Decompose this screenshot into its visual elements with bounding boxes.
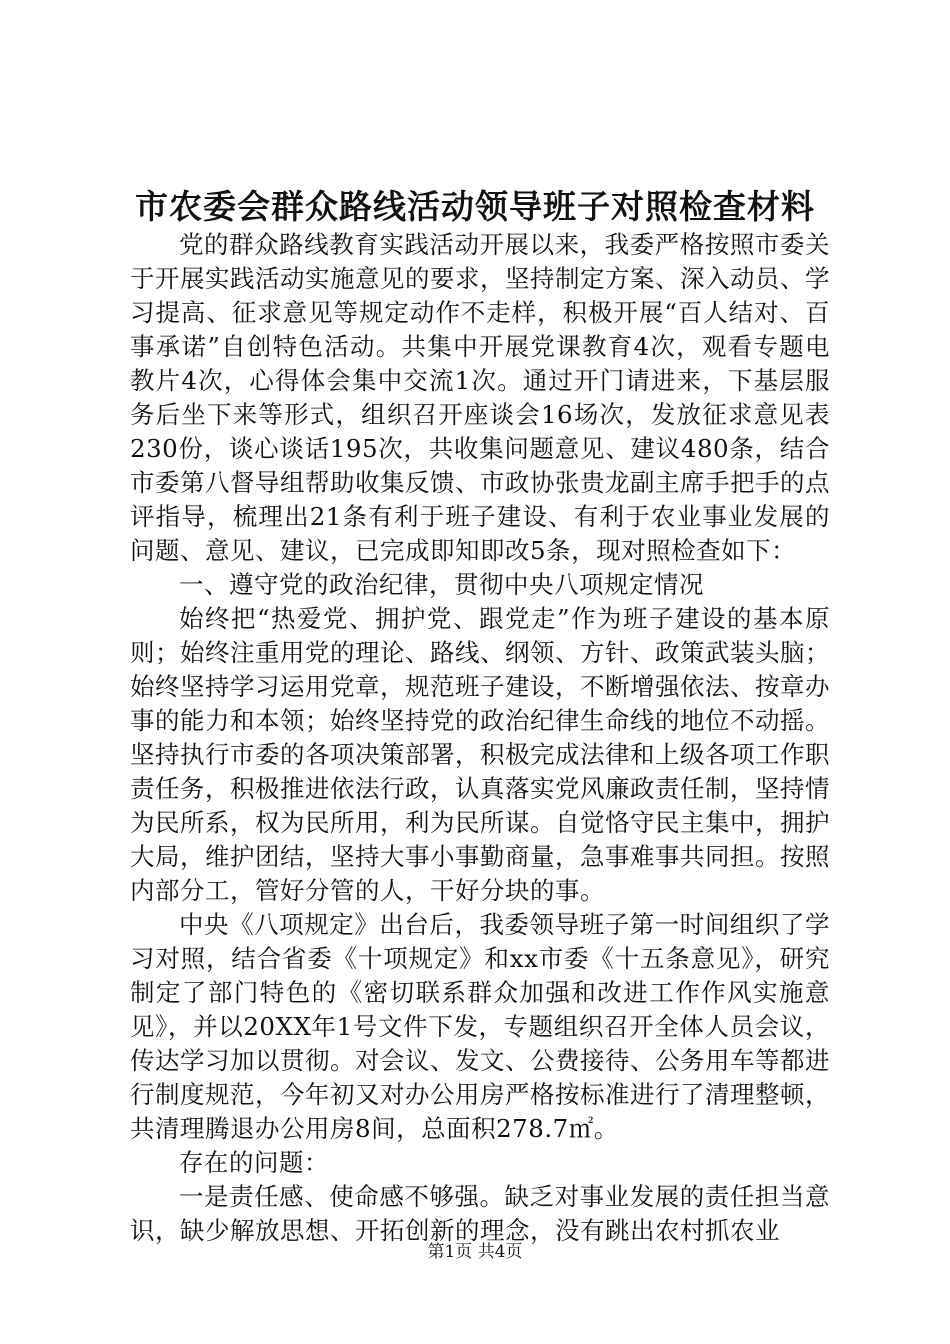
paragraph-eight-rules: 中央《八项规定》出台后，我委领导班子第一时间组织了学习对照，结合省委《十项规定》和xx市委《十五条意见》，研究制定了部门特色的《密切联系群众加强和改进工作作风实施意见》，并以20XX年1号文件下发，专题组织召开全体人员会议，传达学习加以贯彻。对会议、发文、公费接待、公务用车等都进行制度规范，今年初又对办公用房严格按标准进行了清理整顿，共清理腾退办公用房8间，总面积278.7㎡。 (130, 910, 830, 1143)
paragraph-discipline: 始终把“热爱党、拥护党、跟党走”作为班子建设的基本原则；始终注重用党的理论、路线、纲领、方针、政策武装头脑；始终坚持学习运用党章，规范班子建设，不断增强依法、按章办事的能力和本领；始终坚持党的政治纪律生命线的地位不动摇。坚持执行市委的各项决策部署，积极完成法律和上级各项工作职责任务，积极推进依法行政，认真落实党风廉政责任制，坚持情为民所系，权为民所用，利为民所谋。自觉恪守民主集中，拥护大局，维护团结，坚持大事小事勤商量，急事难事共同担。按照内部分工，管好分管的人，干好分块的事。 (130, 604, 830, 905)
document-title: 市农委会群众路线活动领导班子对照检查材料 (135, 187, 815, 226)
paragraph-problem-1: 一是责任感、使命感不够强。缺乏对事业发展的责任担当意识，缺少解放思想、开拓创新的理念，没有跳出农村抓农业 (130, 1182, 830, 1245)
page-footer: 第1页 共4页 (427, 1242, 523, 1262)
paragraph-intro: 党的群众路线教育实践活动开展以来，我委严格按照市委关于开展实践活动实施意见的要求，坚持制定方案、深入动员、学习提高、征求意见等规定动作不走样，积极开展“百人结对、百事承诺”自创特色活动。共集中开展党课教育4次，观看专题电教片4次，心得体会集中交流1次。通过开门请进来，下基层服务后坐下来等形式，组织召开座谈会16场次，发放征求意见表230份，谈心谈话195次，共收集问题意见、建议480条，结合市委第八督导组帮助收集反馈、市政协张贵龙副主席手把手的点评指导，梳理出21条有利于班子建设、有利于农业事业发展的问题、意见、建议，已完成即知即改5条，现对照检查如下： (130, 230, 830, 565)
problems-heading: 存在的问题： (179, 1148, 329, 1177)
document-body (130, 228, 830, 1248)
section-heading-1: 一、遵守党的政治纪律，贯彻中央八项规定情况 (179, 570, 704, 599)
